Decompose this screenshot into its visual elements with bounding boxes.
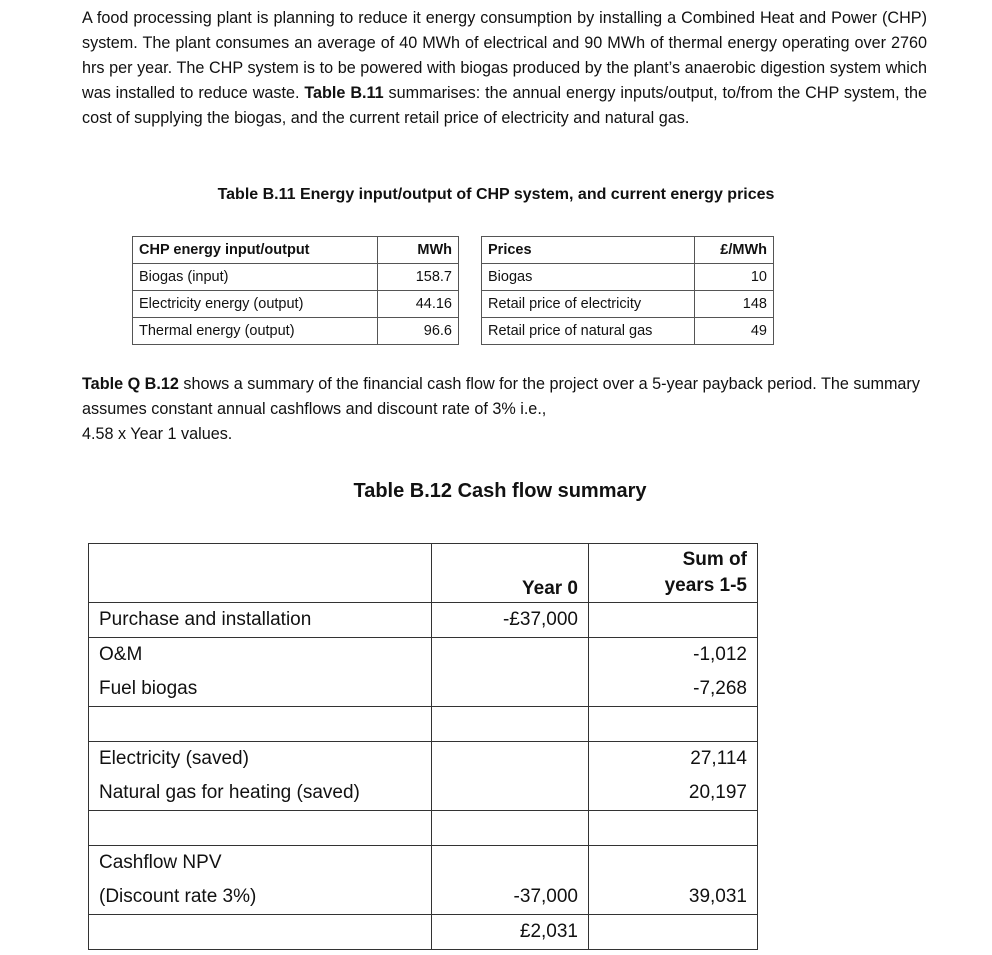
table-row [89, 776, 758, 811]
row-label: Purchase and installation [89, 603, 432, 638]
table-row [89, 915, 758, 950]
table-row [89, 603, 758, 638]
table-header-row [89, 544, 758, 603]
row-label: O&M [89, 638, 432, 673]
cell-energy: Biogas (input) [133, 264, 378, 291]
table-row [133, 291, 774, 318]
cell-energy: Electricity energy (output) [133, 291, 378, 318]
table-b11-caption: Table B.11 Energy input/output of CHP system, and current energy prices [217, 186, 775, 203]
cell-mwh: 44.16 [378, 291, 459, 318]
table-row [89, 638, 758, 673]
cell-year0 [432, 776, 589, 811]
table-row [133, 237, 774, 264]
cell-year0 [432, 638, 589, 673]
row-label: Cashflow NPV [89, 846, 432, 881]
intro-text-part1: A food processing plant is planning to reduce it energy consumption by installing a Combined Heat and Power (CHP) system. The plant consumes an average of 40 MWh of electrical and 90 MWh of thermal energy operating over 2760 hrs per year. The CHP system is to be powered with biogas produced by the plant’s anaerobic digestion system which was installed to reduce waste. [82, 9, 927, 102]
cell-mwh: 158.7 [378, 264, 459, 291]
cell-sum: 39,031 [589, 880, 758, 915]
cell-year0: -£37,000 [432, 603, 589, 638]
cell-total: £2,031 [432, 915, 589, 950]
cell-sum: -1,012 [589, 638, 758, 673]
cell-year0 [432, 672, 589, 707]
intro2-text-line1: shows a summary of the financial cash flow for the project over a 5-year payback period. The summary assumes constant annual cashflows and discount rate of 3% i.e., [82, 375, 920, 418]
header-gbp-mwh: £/MWh [695, 237, 774, 264]
cell-price: 148 [695, 291, 774, 318]
cell-energy: Thermal energy (output) [133, 318, 378, 345]
row-label: (Discount rate 3%) [89, 880, 432, 915]
cell-year0 [432, 742, 589, 777]
cell-year0: -37,000 [432, 880, 589, 915]
intro2-text-line2: 4.58 x Year 1 values. [82, 425, 233, 443]
row-label: Fuel biogas [89, 672, 432, 707]
header-sum-line2: years 1-5 [664, 575, 747, 596]
cell-price-item: Retail price of natural gas [482, 318, 695, 345]
cell-price: 10 [695, 264, 774, 291]
cell-price: 49 [695, 318, 774, 345]
header-energy: CHP energy input/output [133, 237, 378, 264]
table-row [89, 880, 758, 915]
header-mwh: MWh [378, 237, 459, 264]
table-b12-caption: Table B.12 Cash flow summary [353, 480, 647, 502]
row-label: Electricity (saved) [89, 742, 432, 777]
intro-table-ref: Table B.11 [304, 84, 384, 102]
table-row [133, 318, 774, 345]
cashflow-intro-paragraph [82, 372, 927, 447]
table-row [89, 742, 758, 777]
header-prices: Prices [482, 237, 695, 264]
intro-text-part2: summarises: the annual energy inputs/output, to/from the CHP system, the cost of supplying the biogas, and the current retail price of electricity and natural gas. [82, 84, 927, 127]
row-label: Natural gas for heating (saved) [89, 776, 432, 811]
cell-price-item: Retail price of electricity [482, 291, 695, 318]
cell-sum: 27,114 [589, 742, 758, 777]
table-row [89, 846, 758, 881]
intro-paragraph [82, 6, 927, 131]
cell-sum [589, 603, 758, 638]
header-year0: Year 0 [432, 544, 589, 603]
cell-price-item: Biogas [482, 264, 695, 291]
table-b11 [132, 236, 774, 345]
cell-sum: -7,268 [589, 672, 758, 707]
table-row [89, 672, 758, 707]
intro2-table-ref: Table Q B.12 [82, 375, 179, 393]
table-b12 [88, 543, 758, 950]
table-row [89, 707, 758, 742]
table-row [89, 811, 758, 846]
cell-sum: 20,197 [589, 776, 758, 811]
table-row [133, 264, 774, 291]
header-sum-line1: Sum of [682, 549, 747, 570]
cell-mwh: 96.6 [378, 318, 459, 345]
header-sum-years [589, 544, 758, 603]
